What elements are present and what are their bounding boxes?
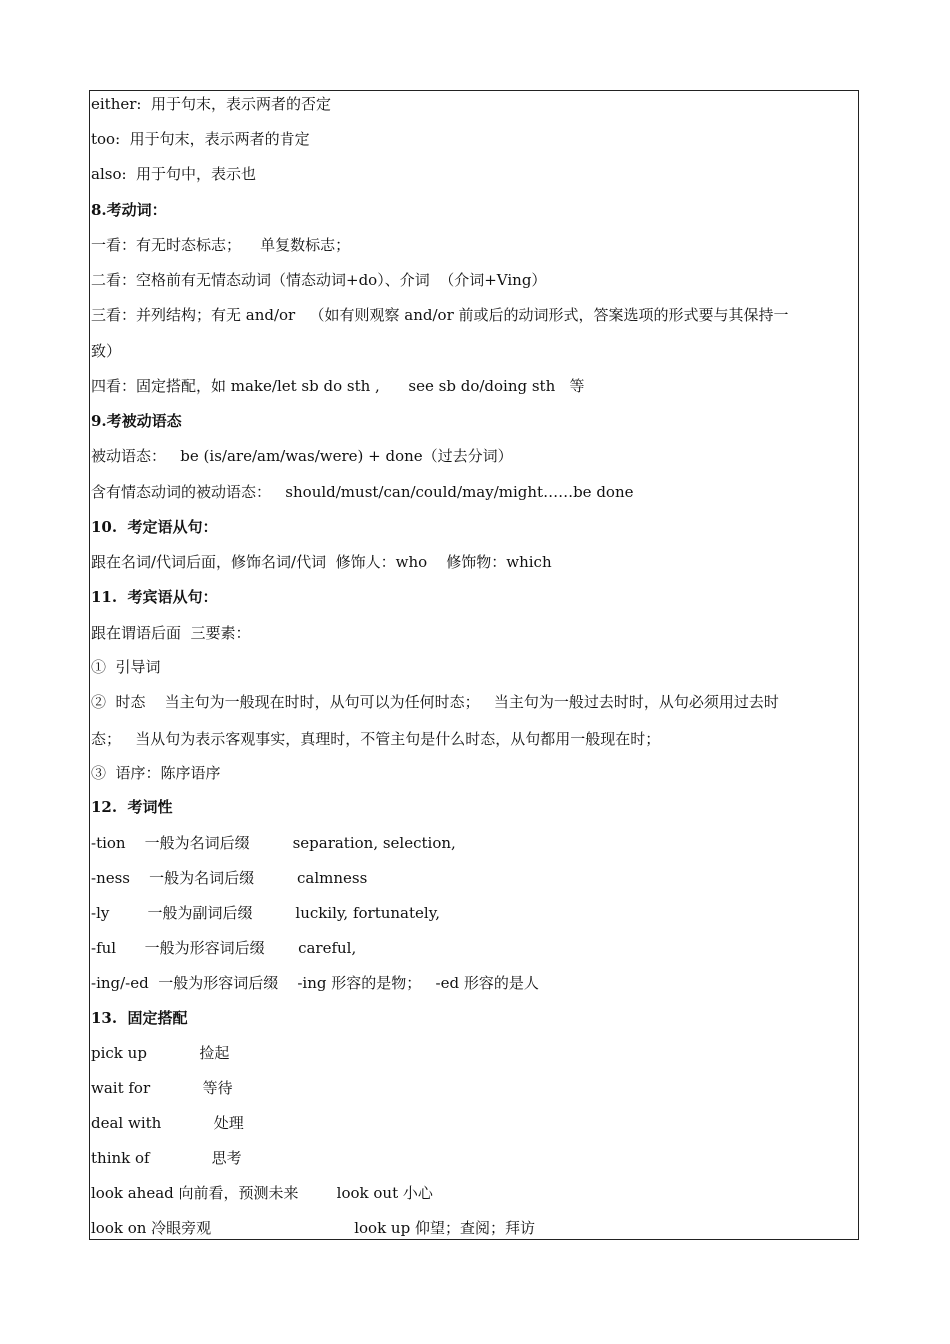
text-line: -ful 一般为形容词后缀 careful, xyxy=(91,939,357,957)
text-line: 致） xyxy=(91,342,122,360)
text-line: wait for 等待 xyxy=(91,1079,233,1097)
text-line: -tion 一般为名词后缀 separation, selection, xyxy=(91,834,456,852)
text-line: 跟在名词/代词后面，修饰名词/代词 修饰人：who 修饰物：which xyxy=(91,553,552,571)
text-line: -ing/-ed 一般为形容词后缀 -ing 形容的是物； -ed 形容的是人 xyxy=(91,974,539,992)
text-line: ③ 语序：陈序语序 xyxy=(91,764,221,782)
text-line: -ly 一般为副词后缀 luckily, fortunately, xyxy=(91,904,440,922)
text-line: 三看：并列结构；有无 and/or （如有则观察 and/or 前或后的动词形式，答案选项的形式要与其保持一 xyxy=(91,306,789,324)
text-line: ① 引导词 xyxy=(91,658,161,676)
text-line: look ahead 向前看，预测未来 look out 小心 xyxy=(91,1184,433,1202)
text-line: look on 冷眼旁观 look up 仰望；查阅；拜访 xyxy=(91,1219,535,1237)
text-line: 态； 当从句为表示客观事实，真理时，不管主句是什么时态，从句都用一般现在时； xyxy=(91,730,661,748)
text-line: 跟在谓语后面 三要素： xyxy=(91,624,251,642)
text-line: deal with 处理 xyxy=(91,1114,244,1132)
section-heading: 12. 考词性 xyxy=(91,798,173,816)
text-line: 一看：有无时态标志； 单复数标志； xyxy=(91,236,351,254)
text-line: ② 时态 当主句为一般现在时时，从句可以为任何时态； 当主句为一般过去时时，从句必须用过去时 xyxy=(91,693,779,711)
text-line: 二看：空格前有无情态动词（情态动词+do）、介词 （介词+Ving） xyxy=(91,271,547,289)
content-table-border xyxy=(89,90,859,1240)
section-heading: 11. 考宾语从句： xyxy=(91,588,218,606)
section-heading: 9.考被动语态 xyxy=(91,412,182,430)
text-line: think of 思考 xyxy=(91,1149,242,1167)
text-line: either: 用于句末，表示两者的否定 xyxy=(91,95,332,113)
section-heading: 10. 考定语从句： xyxy=(91,518,218,536)
section-heading: 8.考动词： xyxy=(91,201,167,219)
text-line: 被动语态： be (is/are/am/was/were) + done（过去分词） xyxy=(91,447,513,465)
text-line: also: 用于句中，表示也 xyxy=(91,165,257,183)
section-heading: 13. 固定搭配 xyxy=(91,1009,188,1027)
text-line: too: 用于句末，表示两者的肯定 xyxy=(91,130,310,148)
text-line: pick up 捡起 xyxy=(91,1044,230,1062)
text-line: -ness 一般为名词后缀 calmness xyxy=(91,869,368,887)
text-line: 含有情态动词的被动语态： should/must/can/could/may/might……be done xyxy=(91,483,634,501)
text-line: 四看：固定搭配，如 make/let sb do sth , see sb do/doing sth 等 xyxy=(91,377,585,395)
